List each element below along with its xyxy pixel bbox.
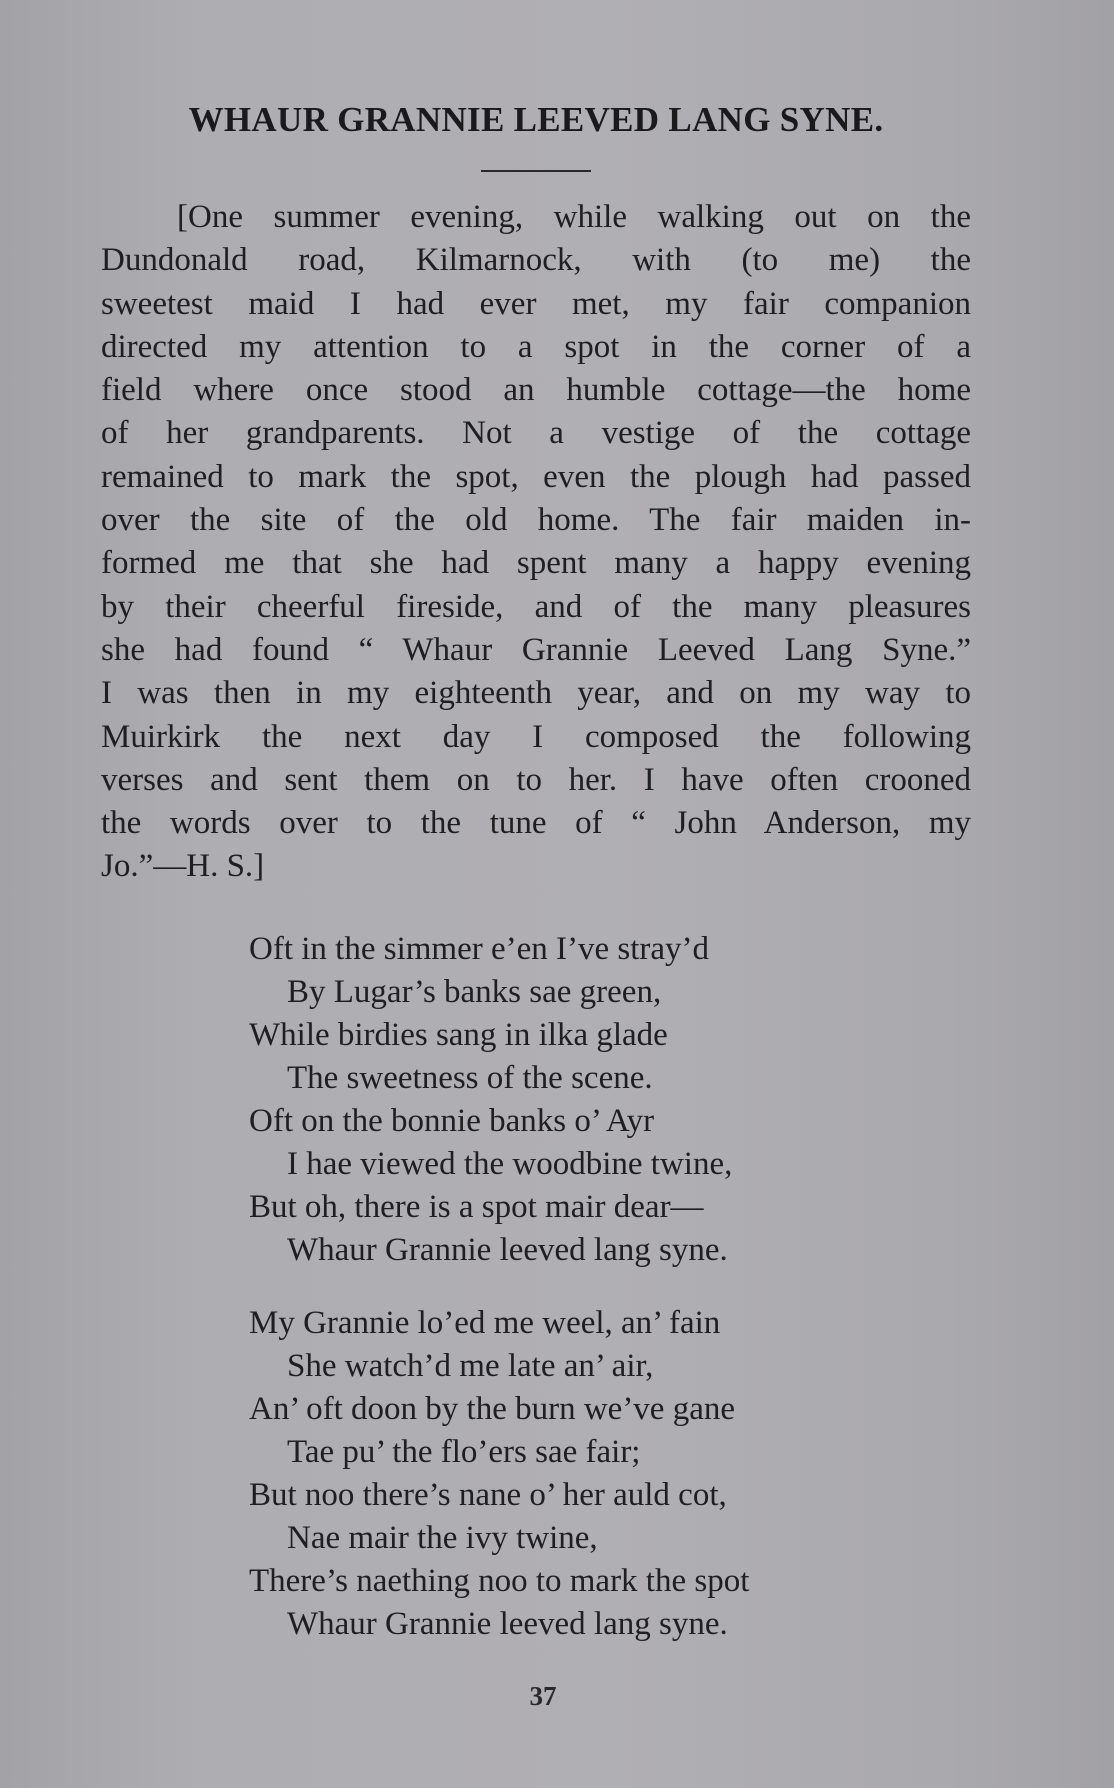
page-number: 37 bbox=[529, 1681, 557, 1711]
intro-line: by their cheerful fireside, and of the many pleasures bbox=[101, 588, 971, 625]
stanza-2 bbox=[249, 1302, 749, 1646]
intro-line: she had found “ Whaur Grannie Leeved Lang Syne.” bbox=[101, 631, 971, 668]
intro-line: directed my attention to a spot in the corner of a bbox=[101, 328, 971, 365]
verse-line: But oh, there is a spot mair dear— bbox=[249, 1189, 704, 1225]
intro-line: formed me that she had spent many a happy evening bbox=[101, 545, 971, 582]
intro-line: field where once stood an humble cottage—the home bbox=[101, 372, 971, 409]
verse-line: Tae pu’ the flo’ers sae fair; bbox=[287, 1434, 641, 1470]
intro-line: sweetest maid I had ever met, my fair companion bbox=[101, 285, 971, 322]
intro-line: Jo.”—H. S.] bbox=[101, 848, 265, 885]
intro-line: the words over to the tune of “ John Anderson, my bbox=[101, 805, 971, 842]
intro-line: over the site of the old home. The fair maiden in- bbox=[101, 502, 971, 539]
title-rule bbox=[481, 170, 591, 172]
stanza-1 bbox=[249, 928, 732, 1272]
verse-line: My Grannie lo’ed me weel, an’ fain bbox=[249, 1305, 721, 1341]
poem-title: WHAUR GRANNIE LEEVED LANG SYNE. bbox=[188, 100, 884, 139]
intro-line: of her grandparents. Not a vestige of the cottage bbox=[101, 415, 971, 452]
verse-line: But noo there’s nane o’ her auld cot, bbox=[249, 1477, 727, 1513]
verse-line: She watch’d me late an’ air, bbox=[287, 1348, 654, 1384]
verse-line: I hae viewed the woodbine twine, bbox=[287, 1146, 733, 1182]
verse-line: Oft in the simmer e’en I’ve stray’d bbox=[249, 931, 710, 967]
verse-line: An’ oft doon by the burn we’ve gane bbox=[249, 1391, 735, 1427]
verse-line: Nae mair the ivy twine, bbox=[287, 1520, 598, 1556]
verse-line: Oft on the bonnie banks o’ Ayr bbox=[249, 1103, 655, 1139]
intro-line: verses and sent them on to her. I have often crooned bbox=[101, 761, 971, 798]
verse-line: The sweetness of the scene. bbox=[287, 1060, 653, 1096]
intro-line: remained to mark the spot, even the plough had passed bbox=[101, 458, 971, 495]
verse-line: While birdies sang in ilka glade bbox=[249, 1017, 668, 1053]
intro-line: Muirkirk the next day I composed the following bbox=[101, 718, 971, 755]
verse-line: There’s naething noo to mark the spot bbox=[249, 1563, 750, 1599]
intro-paragraph bbox=[101, 196, 971, 889]
verse-line: Whaur Grannie leeved lang syne. bbox=[287, 1606, 728, 1642]
intro-line: [One summer evening, while walking out on the bbox=[177, 199, 971, 235]
intro-line: Dundonald road, Kilmarnock, with (to me) the bbox=[101, 242, 971, 279]
verse-line: Whaur Grannie leeved lang syne. bbox=[287, 1232, 728, 1268]
verse-line: By Lugar’s banks sae green, bbox=[287, 974, 662, 1010]
intro-line: I was then in my eighteenth year, and on my way to bbox=[101, 675, 971, 712]
